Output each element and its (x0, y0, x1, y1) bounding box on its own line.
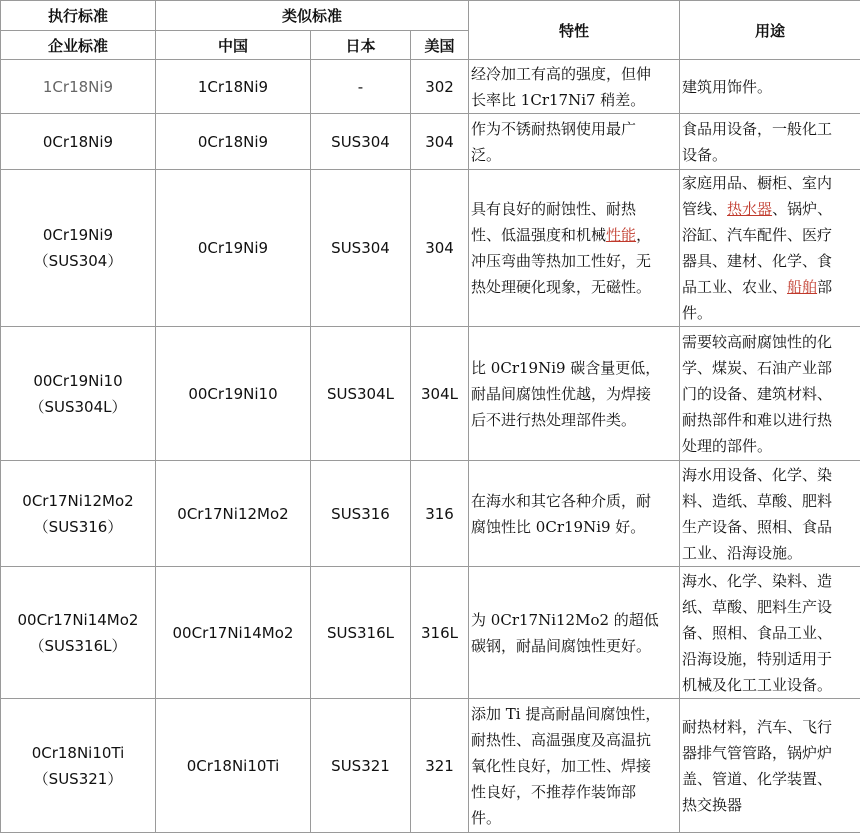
enterprise-grade-cell (1, 699, 156, 833)
properties-line: 件。 (471, 808, 502, 827)
usage-text: 管线、 (682, 200, 728, 218)
usa-grade: 321 (411, 699, 469, 833)
enterprise-alias: （SUS304） (33, 252, 123, 270)
properties-line: 冲压弯曲等热加工性好，无 (471, 252, 652, 270)
usage-line (682, 196, 858, 222)
usage-line: 需要较高耐腐蚀性的化 (682, 332, 833, 351)
enterprise-grade: 0Cr18Ni10Ti (31, 743, 125, 762)
usage-line: 件。 (682, 304, 713, 322)
usage-line: 器具、建材、化学、食 (682, 252, 833, 270)
usage-line: 器排气管管路，锅炉炉 (682, 743, 833, 762)
properties-line: 作为不锈耐热钢使用最广 (471, 119, 637, 138)
usage-line: 料、造纸、草酸、肥料 (682, 491, 833, 510)
properties-line: 后不进行热处理部件类。 (471, 410, 637, 429)
properties-line: 氧化性良好，加工性、焊接 (471, 756, 652, 775)
properties-cell (469, 170, 680, 327)
header-usage: 用途 (680, 1, 860, 60)
japan-grade: - (311, 60, 411, 114)
japan-grade: SUS304L (311, 327, 411, 461)
japan-grade: SUS304 (311, 114, 411, 170)
properties-line: 耐晶间腐蚀性优越，为焊接 (471, 384, 652, 403)
properties-line: 具有良好的耐蚀性、耐热 (471, 200, 637, 218)
header-similar-standard: 类似标准 (156, 1, 469, 31)
china-grade: 0Cr19Ni9 (156, 170, 311, 327)
usage-line: 处理的部件。 (682, 436, 773, 455)
usage-line: 生产设备、照相、食品 (682, 517, 833, 536)
header-exec-standard: 执行标准 (1, 1, 156, 31)
table-row (1, 114, 860, 170)
usage-cell (680, 327, 860, 461)
usage-cell (680, 699, 860, 833)
usage-cell (680, 114, 860, 170)
properties-line: 在海水和其它各种介质，耐 (471, 491, 652, 510)
properties-cell (469, 60, 680, 114)
properties-line: 碳钢，耐晶间腐蚀性更好。 (471, 636, 652, 655)
usage-line: 家庭用品、橱柜、室内 (682, 174, 833, 192)
enterprise-alias: （SUS316L） (29, 636, 127, 655)
enterprise-grade-cell (1, 461, 156, 567)
properties-cell (469, 567, 680, 699)
japan-grade: SUS321 (311, 699, 411, 833)
enterprise-alias: （SUS304L） (29, 397, 127, 416)
header-usa: 美国 (411, 31, 469, 60)
japan-grade: SUS316L (311, 567, 411, 699)
enterprise-grade: 00Cr17Ni14Mo2 (17, 610, 139, 629)
usage-line: 热交换器 (682, 795, 743, 814)
properties-cell (469, 461, 680, 567)
usa-grade: 302 (411, 60, 469, 114)
usage-line: 食品用设备，一般化工 (682, 119, 833, 138)
properties-line: 泛。 (471, 145, 502, 164)
usage-line: 盖、管道、化学装置、 (682, 769, 833, 788)
enterprise-grade-cell (1, 114, 156, 170)
properties-line: 性良好，不推荐作装饰部 (471, 782, 637, 801)
enterprise-grade-cell (1, 170, 156, 327)
enterprise-grade: 0Cr17Ni12Mo2 (22, 491, 134, 510)
properties-cell (469, 327, 680, 461)
usage-line (682, 274, 858, 300)
properties-line: 腐蚀性比 0Cr19Ni9 好。 (471, 517, 646, 536)
water-heater-link[interactable]: 热水器 (727, 200, 773, 218)
ship-link[interactable]: 船舶 (787, 278, 818, 296)
china-grade: 0Cr17Ni12Mo2 (156, 461, 311, 567)
enterprise-grade: 0Cr19Ni9 (42, 226, 114, 244)
table-row (1, 170, 860, 327)
table-row (1, 60, 860, 114)
china-grade: 00Cr17Ni14Mo2 (156, 567, 311, 699)
usa-grade: 316L (411, 567, 469, 699)
usa-grade: 304L (411, 327, 469, 461)
usage-line: 学、煤炭、石油产业部 (682, 358, 833, 377)
usage-line: 纸、草酸、肥料生产设 (682, 597, 833, 616)
enterprise-grade-cell (1, 327, 156, 461)
header-enterprise-standard: 企业标准 (1, 31, 156, 60)
usage-line: 工业、沿海设施。 (682, 543, 803, 562)
enterprise-grade: 1Cr18Ni9 (42, 77, 114, 96)
properties-line: 经冷加工有高的强度，但伸 (471, 64, 652, 83)
usage-line: 海水、化学、染料、造 (682, 571, 833, 590)
properties-line (471, 222, 677, 248)
properties-line: 耐热性、高温强度及高温抗 (471, 730, 652, 749)
properties-line: 为 0Cr17Ni12Mo2 的超低 (471, 610, 659, 629)
properties-cell (469, 114, 680, 170)
enterprise-grade-cell (1, 60, 156, 114)
usage-line: 浴缸、汽车配件、医疗 (682, 226, 833, 244)
usage-text: 部 (817, 278, 833, 296)
china-grade: 0Cr18Ni10Ti (156, 699, 311, 833)
usage-line: 机械及化工工业设备。 (682, 675, 833, 694)
properties-text: 性、低温强度和机械 (471, 226, 607, 244)
enterprise-grade: 0Cr18Ni9 (42, 132, 114, 151)
china-grade: 0Cr18Ni9 (156, 114, 311, 170)
header-properties: 特性 (469, 1, 680, 60)
usage-cell (680, 461, 860, 567)
usage-cell (680, 170, 860, 327)
usage-line: 建筑用饰件。 (682, 77, 773, 96)
properties-line: 比 0Cr19Ni9 碳含量更低， (471, 358, 661, 377)
properties-text: ， (636, 226, 652, 244)
usage-line: 门的设备、建筑材料、 (682, 384, 833, 403)
table-row (1, 567, 860, 699)
usage-line: 耐热材料，汽车、飞行 (682, 717, 833, 736)
usage-cell (680, 60, 860, 114)
table-row (1, 461, 860, 567)
enterprise-alias: （SUS321） (33, 769, 123, 788)
usage-text: 品工业、农业、 (682, 278, 788, 296)
table-row (1, 699, 860, 833)
header-china: 中国 (156, 31, 311, 60)
japan-grade: SUS304 (311, 170, 411, 327)
enterprise-grade-cell (1, 567, 156, 699)
properties-cell (469, 699, 680, 833)
enterprise-alias: （SUS316） (33, 517, 123, 536)
header-japan: 日本 (311, 31, 411, 60)
japan-grade: SUS316 (311, 461, 411, 567)
usage-line: 沿海设施，特别适用于 (682, 649, 833, 668)
usage-line: 海水用设备、化学、染 (682, 465, 833, 484)
table-row (1, 327, 860, 461)
usa-grade: 304 (411, 114, 469, 170)
usage-text: 、锅炉、 (772, 200, 833, 218)
china-grade: 00Cr19Ni10 (156, 327, 311, 461)
usa-grade: 316 (411, 461, 469, 567)
properties-line: 热处理硬化现象，无磁性。 (471, 278, 652, 296)
usage-line: 设备。 (682, 145, 728, 164)
china-grade: 1Cr18Ni9 (156, 60, 311, 114)
performance-link[interactable]: 性能 (606, 226, 637, 244)
usage-line: 耐热部件和难以进行热 (682, 410, 833, 429)
properties-line: 添加 Ti 提高耐晶间腐蚀性， (471, 704, 661, 723)
properties-line: 长率比 1Cr17Ni7 稍差。 (471, 90, 646, 109)
usage-line: 备、照相、食品工业、 (682, 623, 833, 642)
usage-cell (680, 567, 860, 699)
enterprise-grade: 00Cr19Ni10 (33, 371, 123, 390)
usa-grade: 304 (411, 170, 469, 327)
